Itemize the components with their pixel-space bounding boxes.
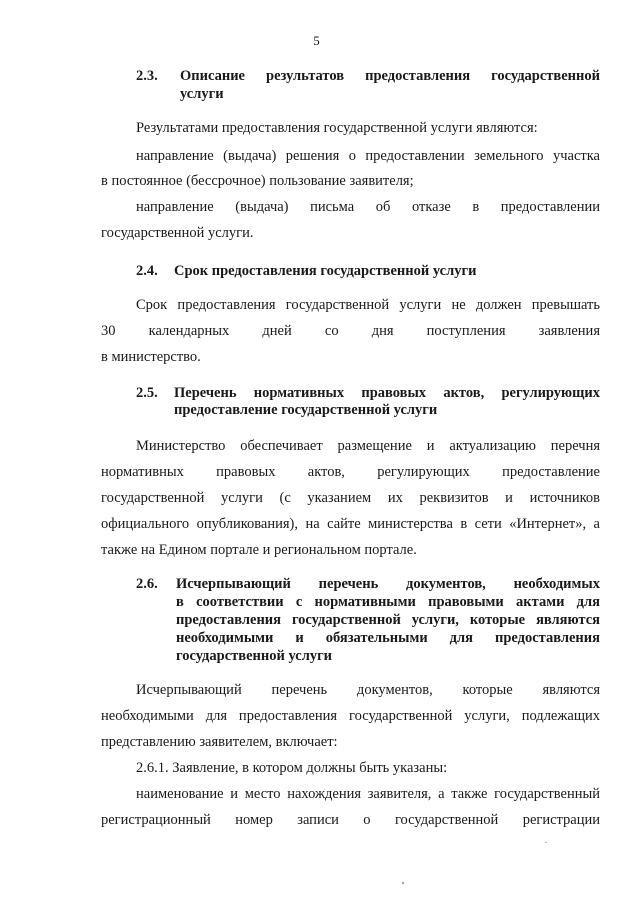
paragraph-line: необходимыми для предоставления государственной услуги, подлежащих [101, 708, 600, 724]
section-title-line: предоставление государственной услуги [174, 402, 438, 418]
section-title-line: услуги [180, 86, 224, 102]
paragraph-line: 30 календарных дней со дня поступления заявления [101, 323, 600, 339]
section-number: 2.3. [136, 68, 158, 84]
page-number: 5 [313, 33, 320, 48]
section-title: Срок предоставления государственной услуги [174, 263, 477, 279]
section-title-line: Описание результатов предоставления государственной [180, 68, 600, 84]
section-title-line: Исчерпывающий перечень документов, необходимых [176, 576, 600, 592]
paragraph-line: государственной услуги (с указанием их реквизитов и источников [101, 490, 600, 506]
paragraph-line: государственной услуги. [101, 225, 254, 241]
paragraph-line: Срок предоставления государственной услуги не должен превышать [136, 297, 600, 313]
paragraph-line: направление (выдача) решения о предоставлении земельного участка [136, 148, 600, 164]
section-title-line: предоставления государственной услуги, которые являются [176, 612, 600, 628]
paragraph-line: нормативных правовых актов, регулирующих предоставление [101, 464, 600, 480]
section-number: 2.6. [136, 576, 158, 592]
scan-speck [402, 882, 404, 884]
scan-speck [545, 842, 547, 843]
paragraph-line: представлению заявителем, включает: [101, 734, 338, 750]
paragraph-line: Исчерпывающий перечень документов, которые являются [136, 682, 600, 698]
section-number: 2.5. [136, 385, 158, 401]
paragraph-line: 2.6.1. Заявление, в котором должны быть указаны: [136, 760, 448, 776]
paragraph-line: наименование и место нахождения заявителя, а также государственный [136, 786, 600, 802]
section-title-line: государственной услуги [176, 648, 333, 664]
paragraph-line: также на Едином портале и региональном портале. [101, 542, 417, 558]
section-title-line: в соответствии с нормативными правовыми актами для [176, 594, 600, 610]
paragraph-line: Министерство обеспечивает размещение и актуализацию перечня [136, 438, 600, 454]
section-title-line: Перечень нормативных правовых актов, регулирующих [174, 385, 600, 401]
paragraph-line: направление (выдача) письма об отказе в предоставлении [136, 199, 600, 215]
paragraph-line: в министерство. [101, 349, 201, 365]
section-title-line: необходимыми и обязательными для предоставления [176, 630, 600, 646]
paragraph-line: в постоянное (бессрочное) пользование заявителя; [101, 173, 414, 189]
paragraph-line: официального опубликования), на сайте министерства в сети «Интернет», а [101, 516, 600, 532]
paragraph-line: Результатами предоставления государственной услуги являются: [136, 120, 538, 136]
paragraph-line: регистрационный номер записи о государственной регистрации [101, 812, 600, 828]
section-number: 2.4. [136, 263, 158, 279]
